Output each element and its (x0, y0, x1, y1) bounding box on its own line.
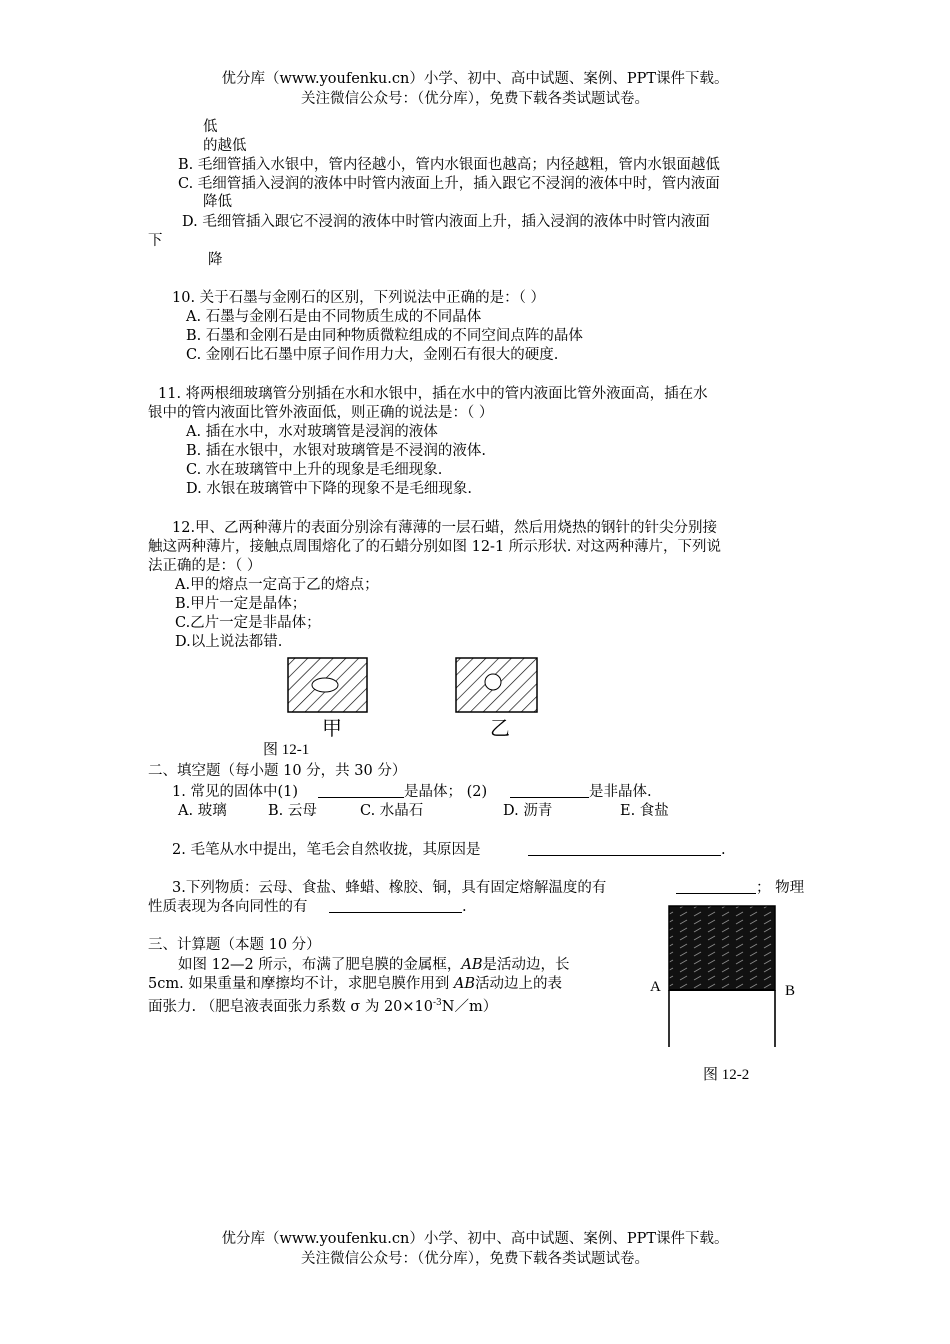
q10-stem: 10. 关于石墨与金刚石的区别，下列说法中正确的是：（ ） (172, 290, 546, 306)
fill-q1-option-d: D. 沥青 (503, 803, 553, 819)
q12-option-b: B.甲片一定是晶体； (175, 596, 307, 612)
fill-q1-part2: 是晶体； (2) (404, 784, 488, 800)
fill-q2-text: 2. 毛笔从水中提出，笔毛会自然收拢，其原因是 (172, 842, 481, 858)
fill-q1-option-a: A. 玻璃 (178, 803, 227, 819)
q11-option-c: C. 水在玻璃管中上升的现象是毛细现象. (186, 462, 443, 478)
q9-option-d-line1: D. 毛细管插入跟它不浸润的液体中时管内液面上升，插入浸润的液体中时管内液面 (182, 214, 710, 230)
q9-option-c-line1: C. 毛细管插入浸润的液体中时管内液面上升，插入跟它不浸润的液体中时，管内液面 (178, 176, 720, 192)
figure-12-1 (285, 655, 545, 715)
q11-option-d: D. 水银在玻璃管中下降的现象不是毛细现象. (186, 481, 472, 497)
melt-circle (485, 674, 501, 690)
q10-option-a: A. 石墨与金刚石是由不同物质生成的不同晶体 (186, 309, 482, 325)
fill-q3-line1: 3.下列物质：云母、食盐、蜂蜡、橡胶、铜，具有固定熔解温度的有 (172, 880, 607, 896)
fill-q3-end: . (462, 899, 467, 915)
q9-option-d-line3: 降 (208, 252, 223, 268)
calc-line2: 5cm. 如果重量和摩擦均不计，求肥皂膜作用到 AB活动边上的表 (148, 976, 563, 992)
q11-stem-line1: 11. 将两根细玻璃管分别插在水和水银中，插在水中的管内液面比管外液面高，插在水 (158, 386, 708, 402)
fill-q3-blank-1[interactable] (676, 893, 756, 894)
fill-q1-option-e: E. 食盐 (620, 803, 669, 819)
figure-12-2 (664, 902, 780, 1050)
fill-q2-end: . (721, 842, 726, 858)
fill-q1-part1: 1. 常见的固体中(1) (172, 784, 298, 800)
fill-q3-line2: 性质表现为各向同性的有 (148, 899, 308, 915)
q9-option-d-line2: 下 (148, 233, 163, 249)
q9-fragment-2: 的越低 (203, 138, 247, 154)
fill-q3-line1-end: ； 物理 (756, 880, 805, 896)
q11-option-b: B. 插在水银中，水银对玻璃管是不浸润的液体. (186, 443, 486, 459)
page-header-line1: 优分库（www.youfenku.cn）小学、初中、高中试题、案例、PPT课件下载。 (221, 71, 729, 87)
q10-option-c: C. 金刚石比石墨中原子间作用力大，金刚石有很大的硬度. (186, 347, 559, 363)
plate-jia (288, 658, 367, 712)
fill-q1-option-b: B. 云母 (268, 803, 317, 819)
q12-option-d: D.以上说法都错. (175, 634, 283, 650)
fill-q1-blank-2[interactable] (510, 797, 589, 798)
q12-option-c: C.乙片一定是非晶体； (175, 615, 321, 631)
fill-q1-part3: 是非晶体. (589, 784, 652, 800)
page-header-line2: 关注微信公众号：（优分库），免费下载各类试题试卷。 (301, 91, 649, 107)
fill-q2-blank[interactable] (528, 855, 721, 856)
page-footer-line2: 关注微信公众号：（优分库），免费下载各类试题试卷。 (301, 1251, 649, 1267)
calc-line3: 面张力. （肥皂液表面张力系数 σ 为 $20\times 10^{-3}N/m$） (148, 998, 498, 1015)
fill-q3-blank-2[interactable] (329, 912, 462, 913)
section-2-title: 二、填空题（每小题 10 分，共 30 分） (148, 763, 407, 779)
q11-option-a: A. 插在水中，水对玻璃管是浸润的液体 (186, 424, 438, 440)
figure-12-1-label-jia: 甲 (322, 716, 342, 740)
q9-option-b: B. 毛细管插入水银中，管内径越小，管内水银面也越高；内径越粗，管内水银面越低 (178, 157, 720, 173)
page-footer-line1: 优分库（www.youfenku.cn）小学、初中、高中试题、案例、PPT课件下载。 (221, 1231, 729, 1247)
q12-stem-line1: 12.甲、乙两种薄片的表面分别涂有薄薄的一层石蜡，然后用烧热的钢针的针尖分别接 (172, 520, 718, 536)
fill-q1-blank-1[interactable] (318, 797, 404, 798)
q11-stem-line2: 银中的管内液面比管外液面低，则正确的说法是：（ ） (148, 405, 494, 421)
figure-12-2-label-a: A (650, 979, 661, 995)
q9-fragment-1: 低 (203, 119, 218, 135)
figure-12-2-label-b: B (785, 983, 796, 999)
section-3-title: 三、计算题（本题 10 分） (148, 937, 321, 953)
soap-film (669, 906, 775, 990)
q12-stem-line2: 触这两种薄片，接触点周围熔化了的石蜡分别如图 12-1 所示形状. 对这两种薄片，下列说 (148, 539, 722, 555)
plate-yi (456, 658, 537, 712)
figure-12-1-label-yi: 乙 (490, 716, 510, 740)
figure-12-2-caption: 图 12-2 (703, 1067, 750, 1083)
q12-stem-line3: 法正确的是：（ ） (148, 558, 262, 574)
q9-option-c-line2: 降低 (203, 194, 232, 210)
calc-line1: 如图 12—2 所示，布满了肥皂膜的金属框，AB是活动边，长 (178, 957, 570, 973)
fill-q1-option-c: C. 水晶石 (360, 803, 424, 819)
q10-option-b: B. 石墨和金刚石是由同种物质微粒组成的不同空间点阵的晶体 (186, 328, 583, 344)
figure-12-1-caption: 图 12-1 (263, 742, 310, 758)
melt-ellipse (312, 678, 338, 692)
q12-option-a: A.甲的熔点一定高于乙的熔点； (175, 577, 379, 593)
